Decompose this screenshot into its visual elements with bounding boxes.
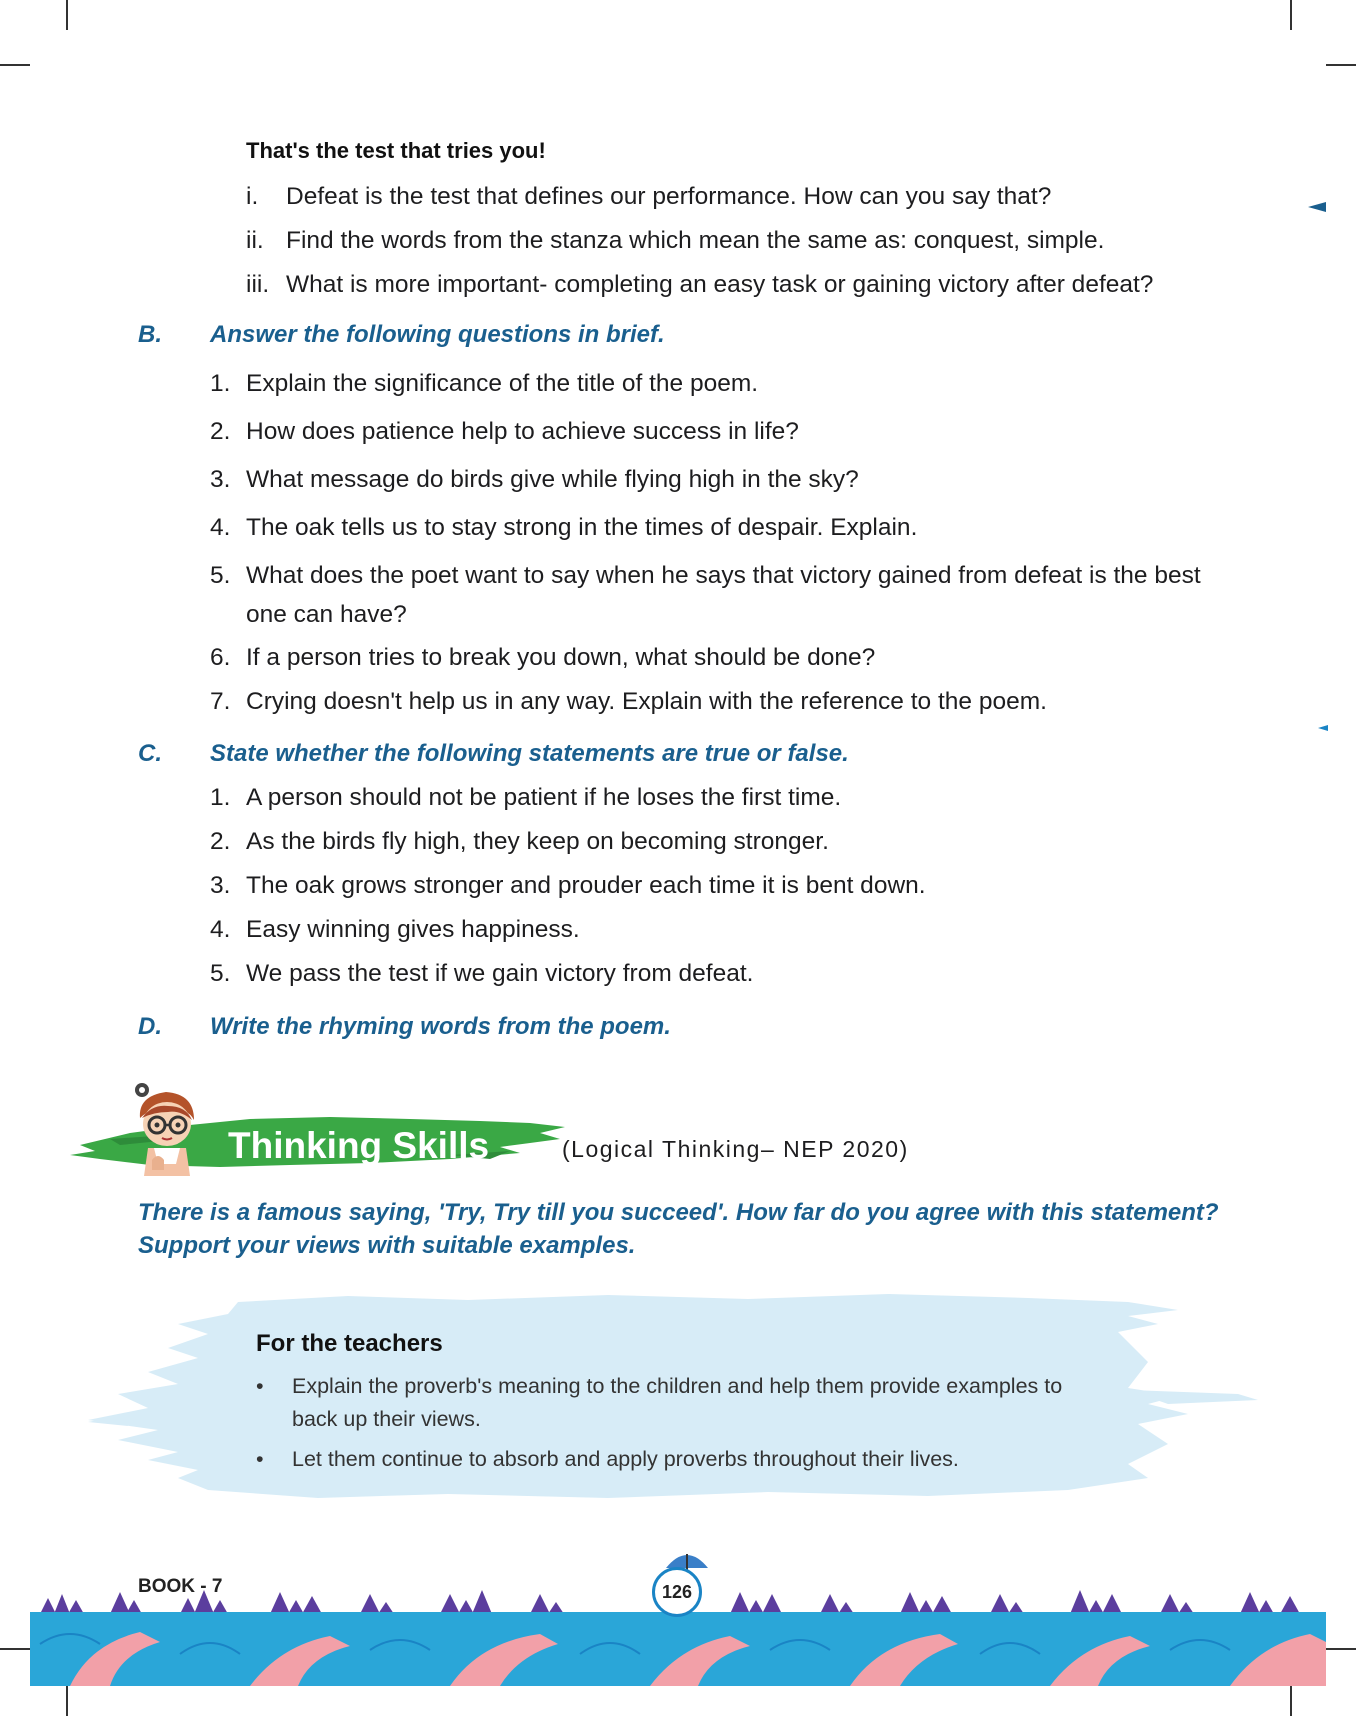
stanza-heading: That's the test that tries you! xyxy=(246,138,546,163)
crop-mark xyxy=(66,0,68,30)
section-b-letter: B. xyxy=(138,321,162,348)
page-number: 126 xyxy=(652,1567,702,1617)
thinking-prompt-line2: Support your views with suitable examples. xyxy=(138,1232,636,1259)
crop-mark xyxy=(1290,1686,1292,1716)
bullet-dot-icon: • xyxy=(256,1374,264,1398)
section-c-letter: C. xyxy=(138,740,162,767)
section-b-title: Answer the following questions in brief. xyxy=(210,321,665,348)
crop-mark xyxy=(0,64,30,66)
bullet-dot-icon: • xyxy=(256,1447,264,1471)
crop-mark xyxy=(66,1686,68,1716)
thinking-skills-subtitle: (Logical Thinking– NEP 2020) xyxy=(562,1136,909,1162)
teachers-box-title: For the teachers xyxy=(256,1330,443,1357)
crop-mark xyxy=(1290,0,1292,30)
edge-mark-icon xyxy=(1318,724,1330,732)
thinking-skills-label: Thinking Skills xyxy=(228,1125,490,1166)
student-character-icon xyxy=(128,1078,208,1178)
crop-mark xyxy=(1326,64,1356,66)
crop-mark xyxy=(1326,1648,1356,1650)
book-label: BOOK - 7 xyxy=(138,1576,223,1597)
section-d-title: Write the rhyming words from the poem. xyxy=(210,1013,671,1040)
edge-mark-icon xyxy=(1308,200,1328,214)
thinking-prompt-line1: There is a famous saying, 'Try, Try till you succeed'. How far do you agree with this statement? xyxy=(138,1199,1219,1226)
section-c-title: State whether the following statements are true or false. xyxy=(210,740,849,767)
section-d-letter: D. xyxy=(138,1013,162,1040)
crop-mark xyxy=(0,1648,30,1650)
